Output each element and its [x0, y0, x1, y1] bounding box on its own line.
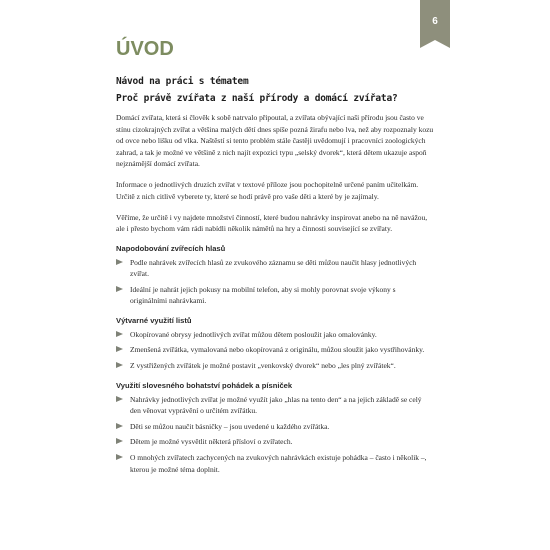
intro-paragraph: Domácí zvířata, která si člověk k sobě natrvalo připoutal, a zvířata obývající naši přírodu jsou často ve stínu cizokrajných zvířat a většina malých dětí dnes spíše pozná žirafu nebo lva, než aby rozpoznaly kozu od ovce nebo lišku od vlka. Naštěstí si tento problém stále častěji uvědomují i pracovníci zoologických zahrad, a tak je možné ve většině z nich najít expozici typu „selský dvorek“, která dětem ukazuje aspoň nejznámější domácí zvířata.: [116, 113, 434, 168]
bullet-list: [116, 257, 434, 307]
main-content: [116, 112, 434, 484]
list-item: Zmenšená zvířátka, vymalovaná nebo okopírovaná z originálu, můžou sloužit jako vystřihovánky.: [116, 344, 434, 355]
info-paragraph: Informace o jednotlivých druzích zvířat v textové příloze jsou pochopitelně určené paním učitelkám. Určitě z nich citlivě vyberete ty, které se hodí právě pro vaše děti a které by je zajímaly.: [116, 180, 419, 201]
section-heading: Návod na práci s tématem: [116, 76, 249, 87]
section-title: Využití slovesného bohatství pohádek a písniček: [116, 380, 293, 390]
arrow-bullet-icon: [116, 286, 123, 292]
list-item: Okopírované obrysy jednotlivých zvířat můžou dětem posloužit jako omalovánky.: [116, 329, 434, 340]
arrow-bullet-icon: [116, 423, 123, 429]
list-item: Dětem je možné vysvětlit některá přísloví o zvířatech.: [116, 436, 434, 447]
list-item: Ideální je nahrát jejich pokusy na mobilní telefon, aby si mohly porovnat svoje výkony s originálními nahrávkami.: [116, 284, 434, 307]
arrow-bullet-icon: [116, 331, 123, 337]
list-item: Podle nahrávek zvířecích hlasů ze zvukového záznamu se děti můžou naučit hlasy jednotlivých zvířat.: [116, 257, 434, 280]
bullet-list: [116, 394, 434, 475]
list-item: O mnohých zvířatech zachycených na zvukových nahrávkách existuje pohádka – často i několik –, kterou je možné téma doplnit.: [116, 452, 434, 475]
list-item: Děti se můžou naučit básničky – jsou uvedené u každého zvířátka.: [116, 421, 434, 432]
page-number-tab: [420, 0, 450, 40]
section-art-use: [116, 316, 434, 372]
list-item: Z vystřižených zvířátek je možné postavit „venkovský dvorek“ nebo „les plný zvířátek“.: [116, 360, 434, 371]
arrow-bullet-icon: [116, 259, 123, 265]
section-title: Výtvarné využití listů: [116, 315, 192, 325]
page-title: ÚVOD: [116, 38, 174, 60]
arrow-bullet-icon: [116, 396, 123, 402]
section-title: Napodobování zvířecích hlasů: [116, 244, 226, 253]
list-item: Nahrávky jednotlivých zvířat je možné využít jako „hlas na tento den“ a na jejich základě se celý den věnovat vyprávění o určitém zvířátku.: [116, 394, 434, 417]
subsection-heading: Proč právě zvířata z naší přírody a domácí zvířata?: [116, 93, 398, 104]
activities-paragraph: Věříme, že určitě i vy najdete množství činností, které budou nahrávky inspirovat anebo na ně navážou, ale i přesto bychom vám rádi nabídli několik námětů na hry a činnosti související se zvířaty.: [116, 212, 428, 233]
arrow-bullet-icon: [116, 438, 123, 444]
arrow-bullet-icon: [116, 346, 123, 352]
arrow-bullet-icon: [116, 362, 123, 368]
bullet-list: [116, 329, 434, 372]
page-number: 6: [432, 16, 438, 27]
arrow-bullet-icon: [116, 454, 123, 460]
section-fairy-tales: [116, 381, 434, 475]
section-animal-sounds: [116, 244, 434, 307]
